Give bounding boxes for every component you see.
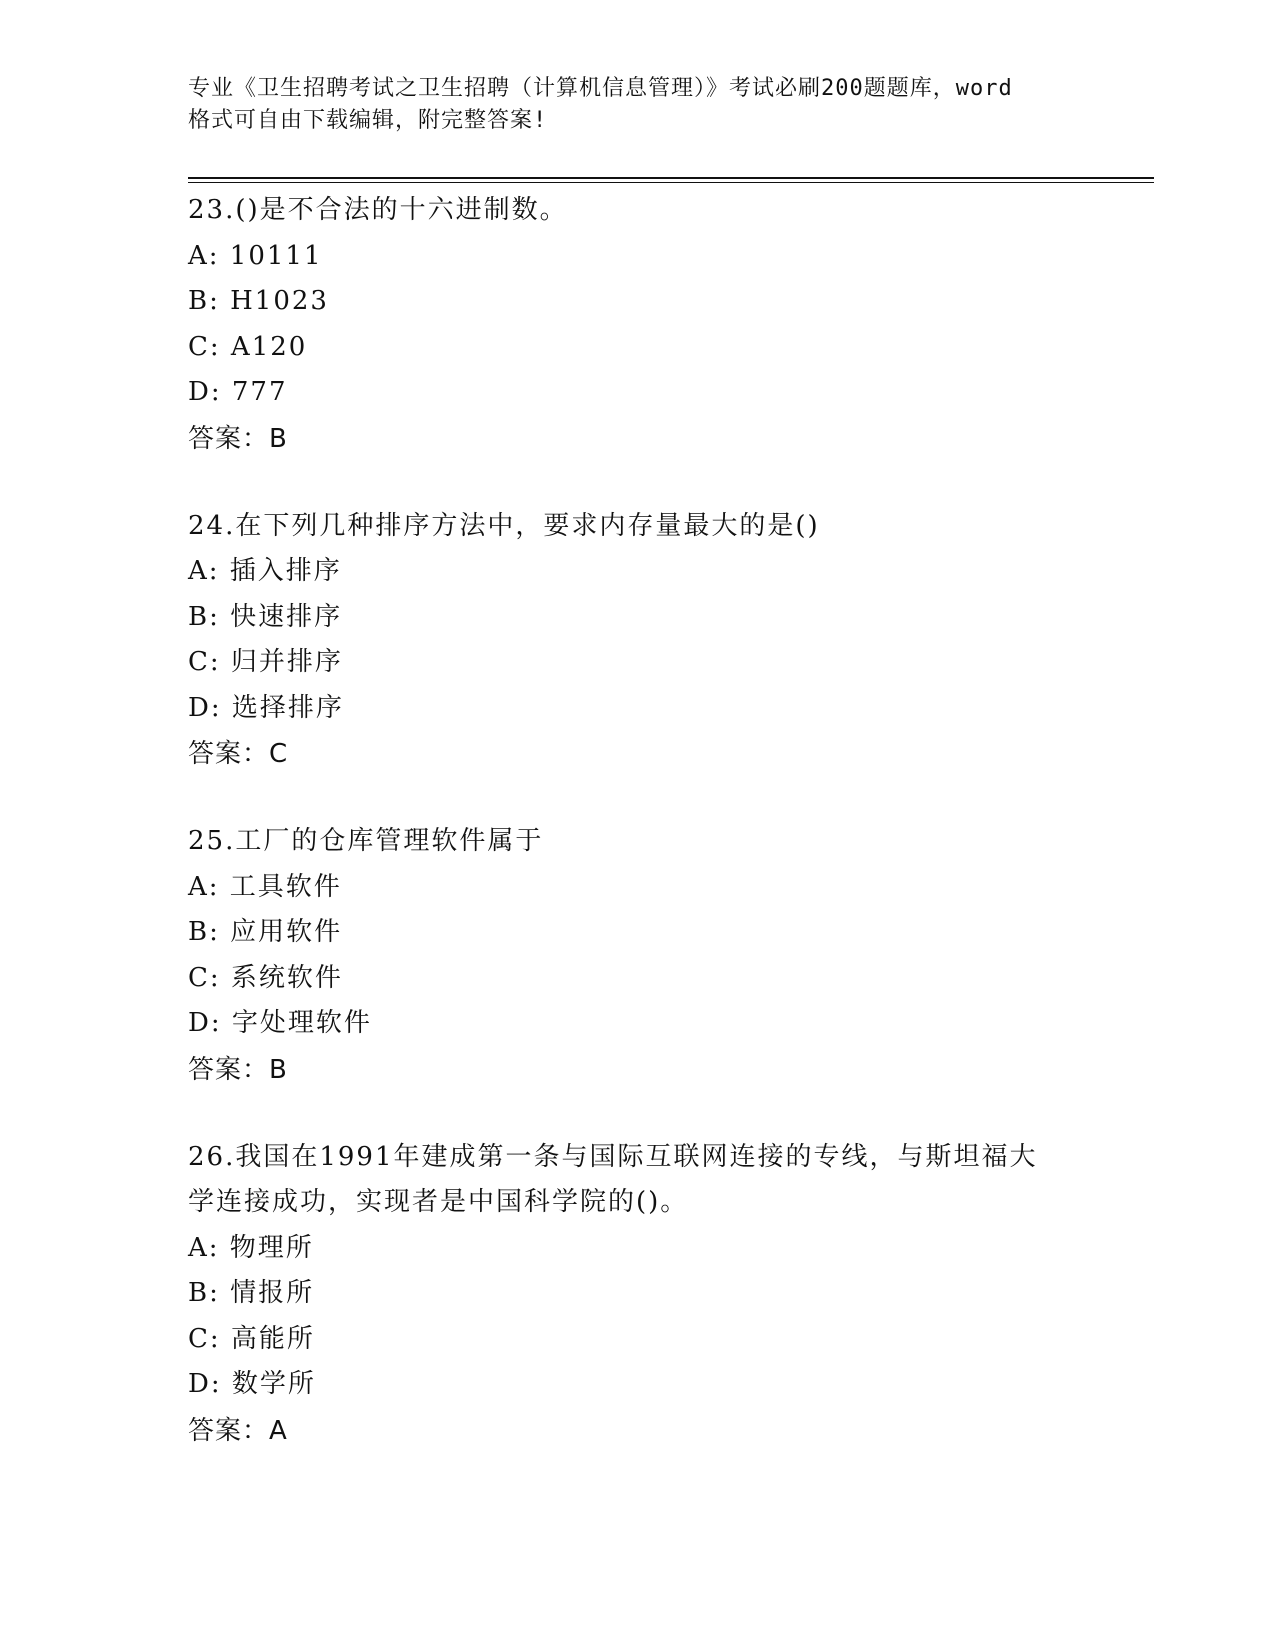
option-b: B: 快速排序 bbox=[188, 601, 343, 632]
question-24 bbox=[188, 504, 1088, 778]
option-c: C: A120 bbox=[188, 331, 308, 362]
option-c: C: 高能所 bbox=[188, 1323, 315, 1354]
header-line-2: 格式可自由下载编辑，附完整答案! bbox=[188, 108, 548, 133]
question-stem-line-2: 学连接成功，实现者是中国科学院的()。 bbox=[188, 1187, 689, 1217]
option-b: B: H1023 bbox=[188, 286, 329, 316]
answer-line: 答案：A bbox=[188, 1415, 288, 1446]
option-d: D: 选择排序 bbox=[188, 692, 344, 723]
question-23 bbox=[188, 188, 1088, 462]
question-stem: 25.工厂的仓库管理软件属于 bbox=[188, 826, 544, 856]
option-b: B: 应用软件 bbox=[188, 917, 343, 947]
option-a: A: 10111 bbox=[188, 240, 323, 271]
option-d: D: 数学所 bbox=[188, 1369, 316, 1399]
header-divider-thin bbox=[188, 182, 1154, 183]
option-d: D: 字处理软件 bbox=[188, 1008, 372, 1038]
answer-line: 答案：C bbox=[188, 739, 289, 769]
question-stem: 24.在下列几种排序方法中，要求内存量最大的是() bbox=[188, 510, 820, 541]
answer-line: 答案：B bbox=[188, 1054, 288, 1085]
question-stem: 23.()是不合法的十六进制数。 bbox=[188, 195, 568, 225]
answer-line: 答案：B bbox=[188, 423, 288, 454]
option-d: D: 777 bbox=[188, 377, 288, 407]
option-c: C: 系统软件 bbox=[188, 962, 343, 993]
option-a: A: 插入排序 bbox=[188, 556, 342, 586]
option-c: C: 归并排序 bbox=[188, 647, 343, 677]
question-26 bbox=[188, 1135, 1088, 1454]
question-stem-line-1: 26.我国在1991年建成第一条与国际互联网连接的专线，与斯坦福大 bbox=[188, 1141, 1038, 1172]
document-header bbox=[188, 73, 1088, 137]
question-list bbox=[188, 188, 1088, 1496]
header-divider-thick bbox=[188, 177, 1154, 179]
option-b: B: 情报所 bbox=[188, 1278, 315, 1308]
option-a: A: 物理所 bbox=[188, 1232, 314, 1263]
option-a: A: 工具软件 bbox=[188, 871, 342, 902]
question-25 bbox=[188, 819, 1088, 1093]
header-line-1: 专业《卫生招聘考试之卫生招聘（计算机信息管理）》考试必刷200题题库，word bbox=[188, 76, 1013, 101]
